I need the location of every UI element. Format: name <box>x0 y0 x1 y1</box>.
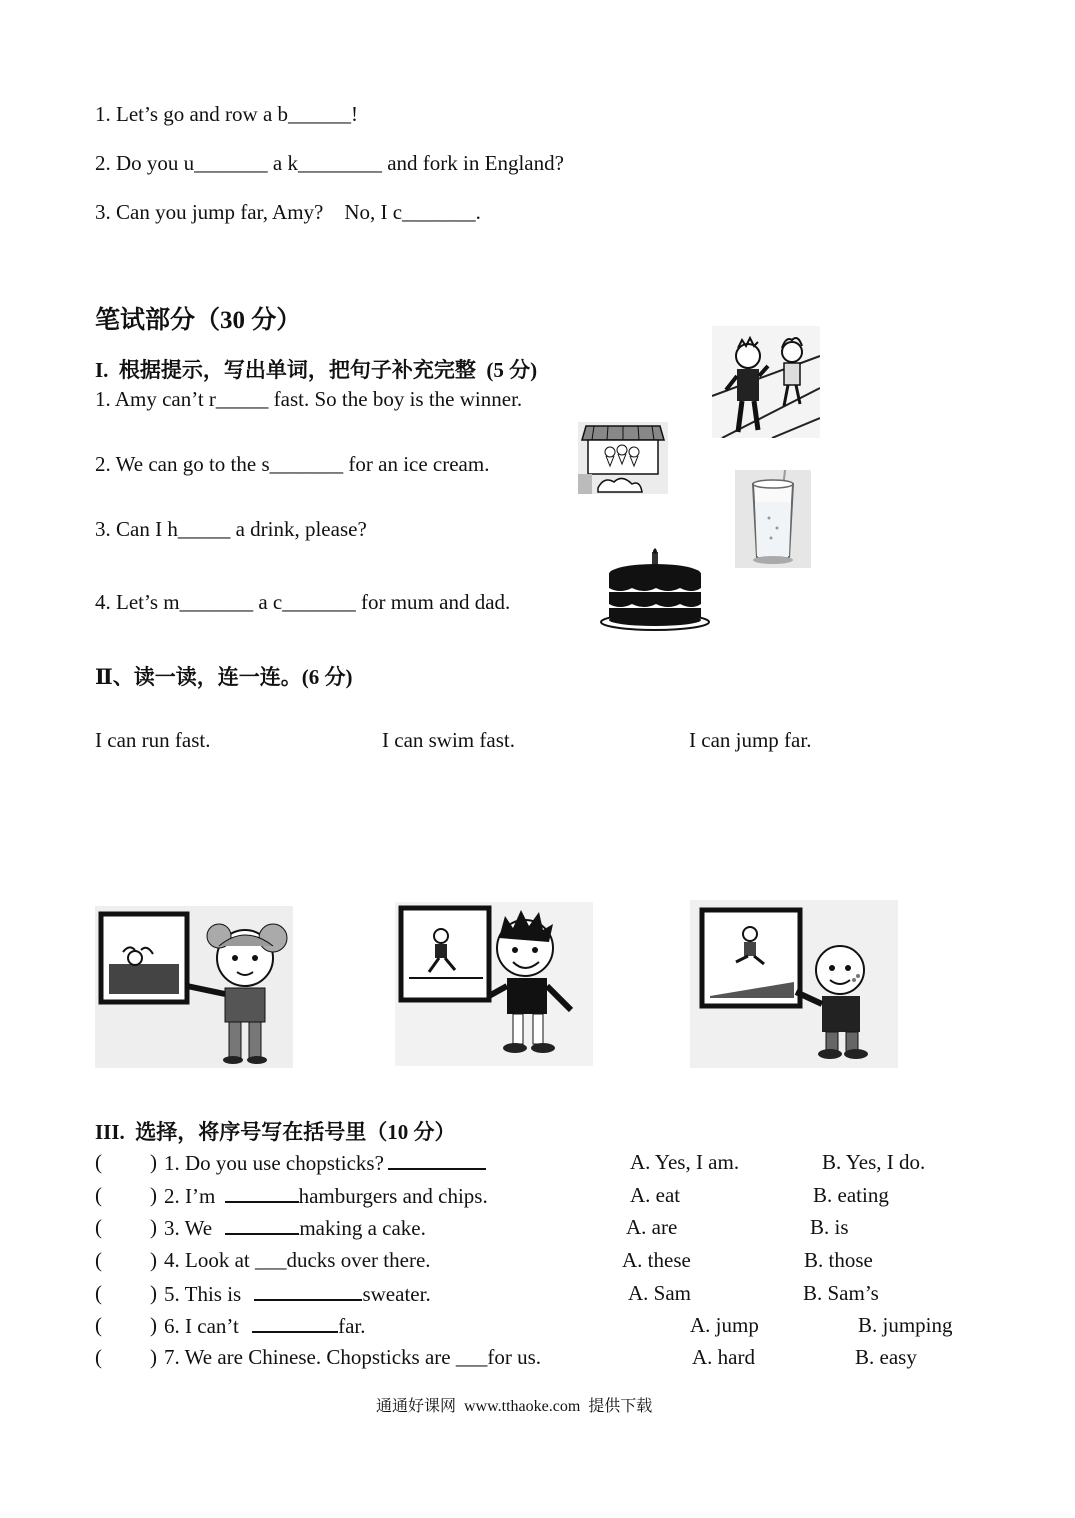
running-race-picture <box>712 326 820 438</box>
answer-paren-close: ) <box>150 1150 157 1174</box>
question-text: 7. We are Chinese. Chopsticks are ___for us. <box>164 1345 542 1369</box>
option-a: A. are <box>626 1215 678 1239</box>
jumping-picture <box>690 900 898 1068</box>
water-glass-picture <box>735 470 811 568</box>
option-b: B. is <box>810 1215 849 1239</box>
question-pre: 6. I can’t <box>164 1314 245 1338</box>
section1-item-3: 3. Can I h_____ a drink, please? <box>95 517 367 541</box>
question-post: sweater. <box>362 1282 431 1306</box>
question-text <box>164 1281 431 1307</box>
option-b: B. those <box>804 1248 873 1272</box>
section3-title: III. 选择，将序号写在括号里（10 分） <box>95 1120 456 1144</box>
section1-item-4: 4. Let’s m_______ a c_______ for mum and dad. <box>95 590 511 614</box>
running-picture <box>395 902 593 1066</box>
section2-title: Ⅱ、读一读，连一连。(6 分) <box>95 665 353 689</box>
question-pre: 5. This is <box>164 1282 247 1306</box>
option-a: A. hard <box>692 1345 755 1369</box>
answer-paren-close: ) <box>150 1345 157 1369</box>
answer-paren-open[interactable]: ( <box>95 1313 102 1337</box>
answer-paren-close: ) <box>150 1248 157 1272</box>
answer-paren-open[interactable]: ( <box>95 1345 102 1369</box>
listening-item-3: 3. Can you jump far, Amy? No, I c_______. <box>95 200 481 224</box>
option-b: B. jumping <box>858 1313 953 1337</box>
question-pre: 1. Do you use chopsticks? <box>164 1151 384 1175</box>
option-a: A. these <box>622 1248 691 1272</box>
question-post: making a cake. <box>299 1216 426 1240</box>
question-text <box>164 1215 426 1241</box>
section1-item-1: 1. Amy can’t r_____ fast. So the boy is the winner. <box>95 387 523 411</box>
ice-cream-shop-picture <box>578 422 668 494</box>
option-a: A. Sam <box>628 1281 691 1305</box>
question-post: hamburgers and chips. <box>298 1184 488 1208</box>
question-pre: 3. We <box>164 1216 218 1240</box>
written-part-title: 笔试部分（30 分） <box>95 307 302 334</box>
question-text <box>164 1150 486 1176</box>
question-pre: 2. I’m <box>164 1184 221 1208</box>
answer-paren-close: ) <box>150 1215 157 1239</box>
answer-paren-open[interactable]: ( <box>95 1281 102 1305</box>
listening-item-2: 2. Do you u_______ a k________ and fork in England? <box>95 151 564 175</box>
match-sentence-swim: I can swim fast. <box>382 728 515 752</box>
section1-item-2: 2. We can go to the s_______ for an ice cream. <box>95 452 490 476</box>
answer-blank[interactable] <box>225 1183 299 1203</box>
question-text: 4. Look at ___ducks over there. <box>164 1248 431 1272</box>
answer-paren-open[interactable]: ( <box>95 1215 102 1239</box>
answer-paren-open[interactable]: ( <box>95 1150 102 1174</box>
answer-paren-close: ) <box>150 1313 157 1337</box>
option-a: A. jump <box>690 1313 759 1337</box>
question-post: far. <box>338 1314 366 1338</box>
option-a: A. eat <box>630 1183 681 1207</box>
swimming-picture <box>95 906 293 1068</box>
answer-paren-open[interactable]: ( <box>95 1183 102 1207</box>
section1-title: I. 根据提示，写出单词，把句子补充完整 (5 分) <box>95 358 538 382</box>
answer-paren-close: ) <box>150 1281 157 1305</box>
answer-blank[interactable] <box>225 1215 299 1235</box>
cake-picture <box>600 548 714 632</box>
option-b: B. eating <box>813 1183 889 1207</box>
match-sentence-run: I can run fast. <box>95 728 211 752</box>
answer-paren-open[interactable]: ( <box>95 1248 102 1272</box>
option-b: B. Sam’s <box>803 1281 879 1305</box>
question-text <box>164 1183 488 1209</box>
answer-blank[interactable] <box>388 1150 486 1170</box>
footer-credit: 通通好课网 www.tthaoke.com 提供下载 <box>376 1398 653 1415</box>
listening-item-1: 1. Let’s go and row a b______! <box>95 102 359 126</box>
answer-blank[interactable] <box>252 1313 338 1333</box>
option-b: B. easy <box>855 1345 917 1369</box>
option-a: A. Yes, I am. <box>630 1150 740 1174</box>
match-sentence-jump: I can jump far. <box>689 728 812 752</box>
answer-blank[interactable] <box>254 1281 362 1301</box>
option-b: B. Yes, I do. <box>822 1150 926 1174</box>
question-text <box>164 1313 366 1339</box>
answer-paren-close: ) <box>150 1183 157 1207</box>
